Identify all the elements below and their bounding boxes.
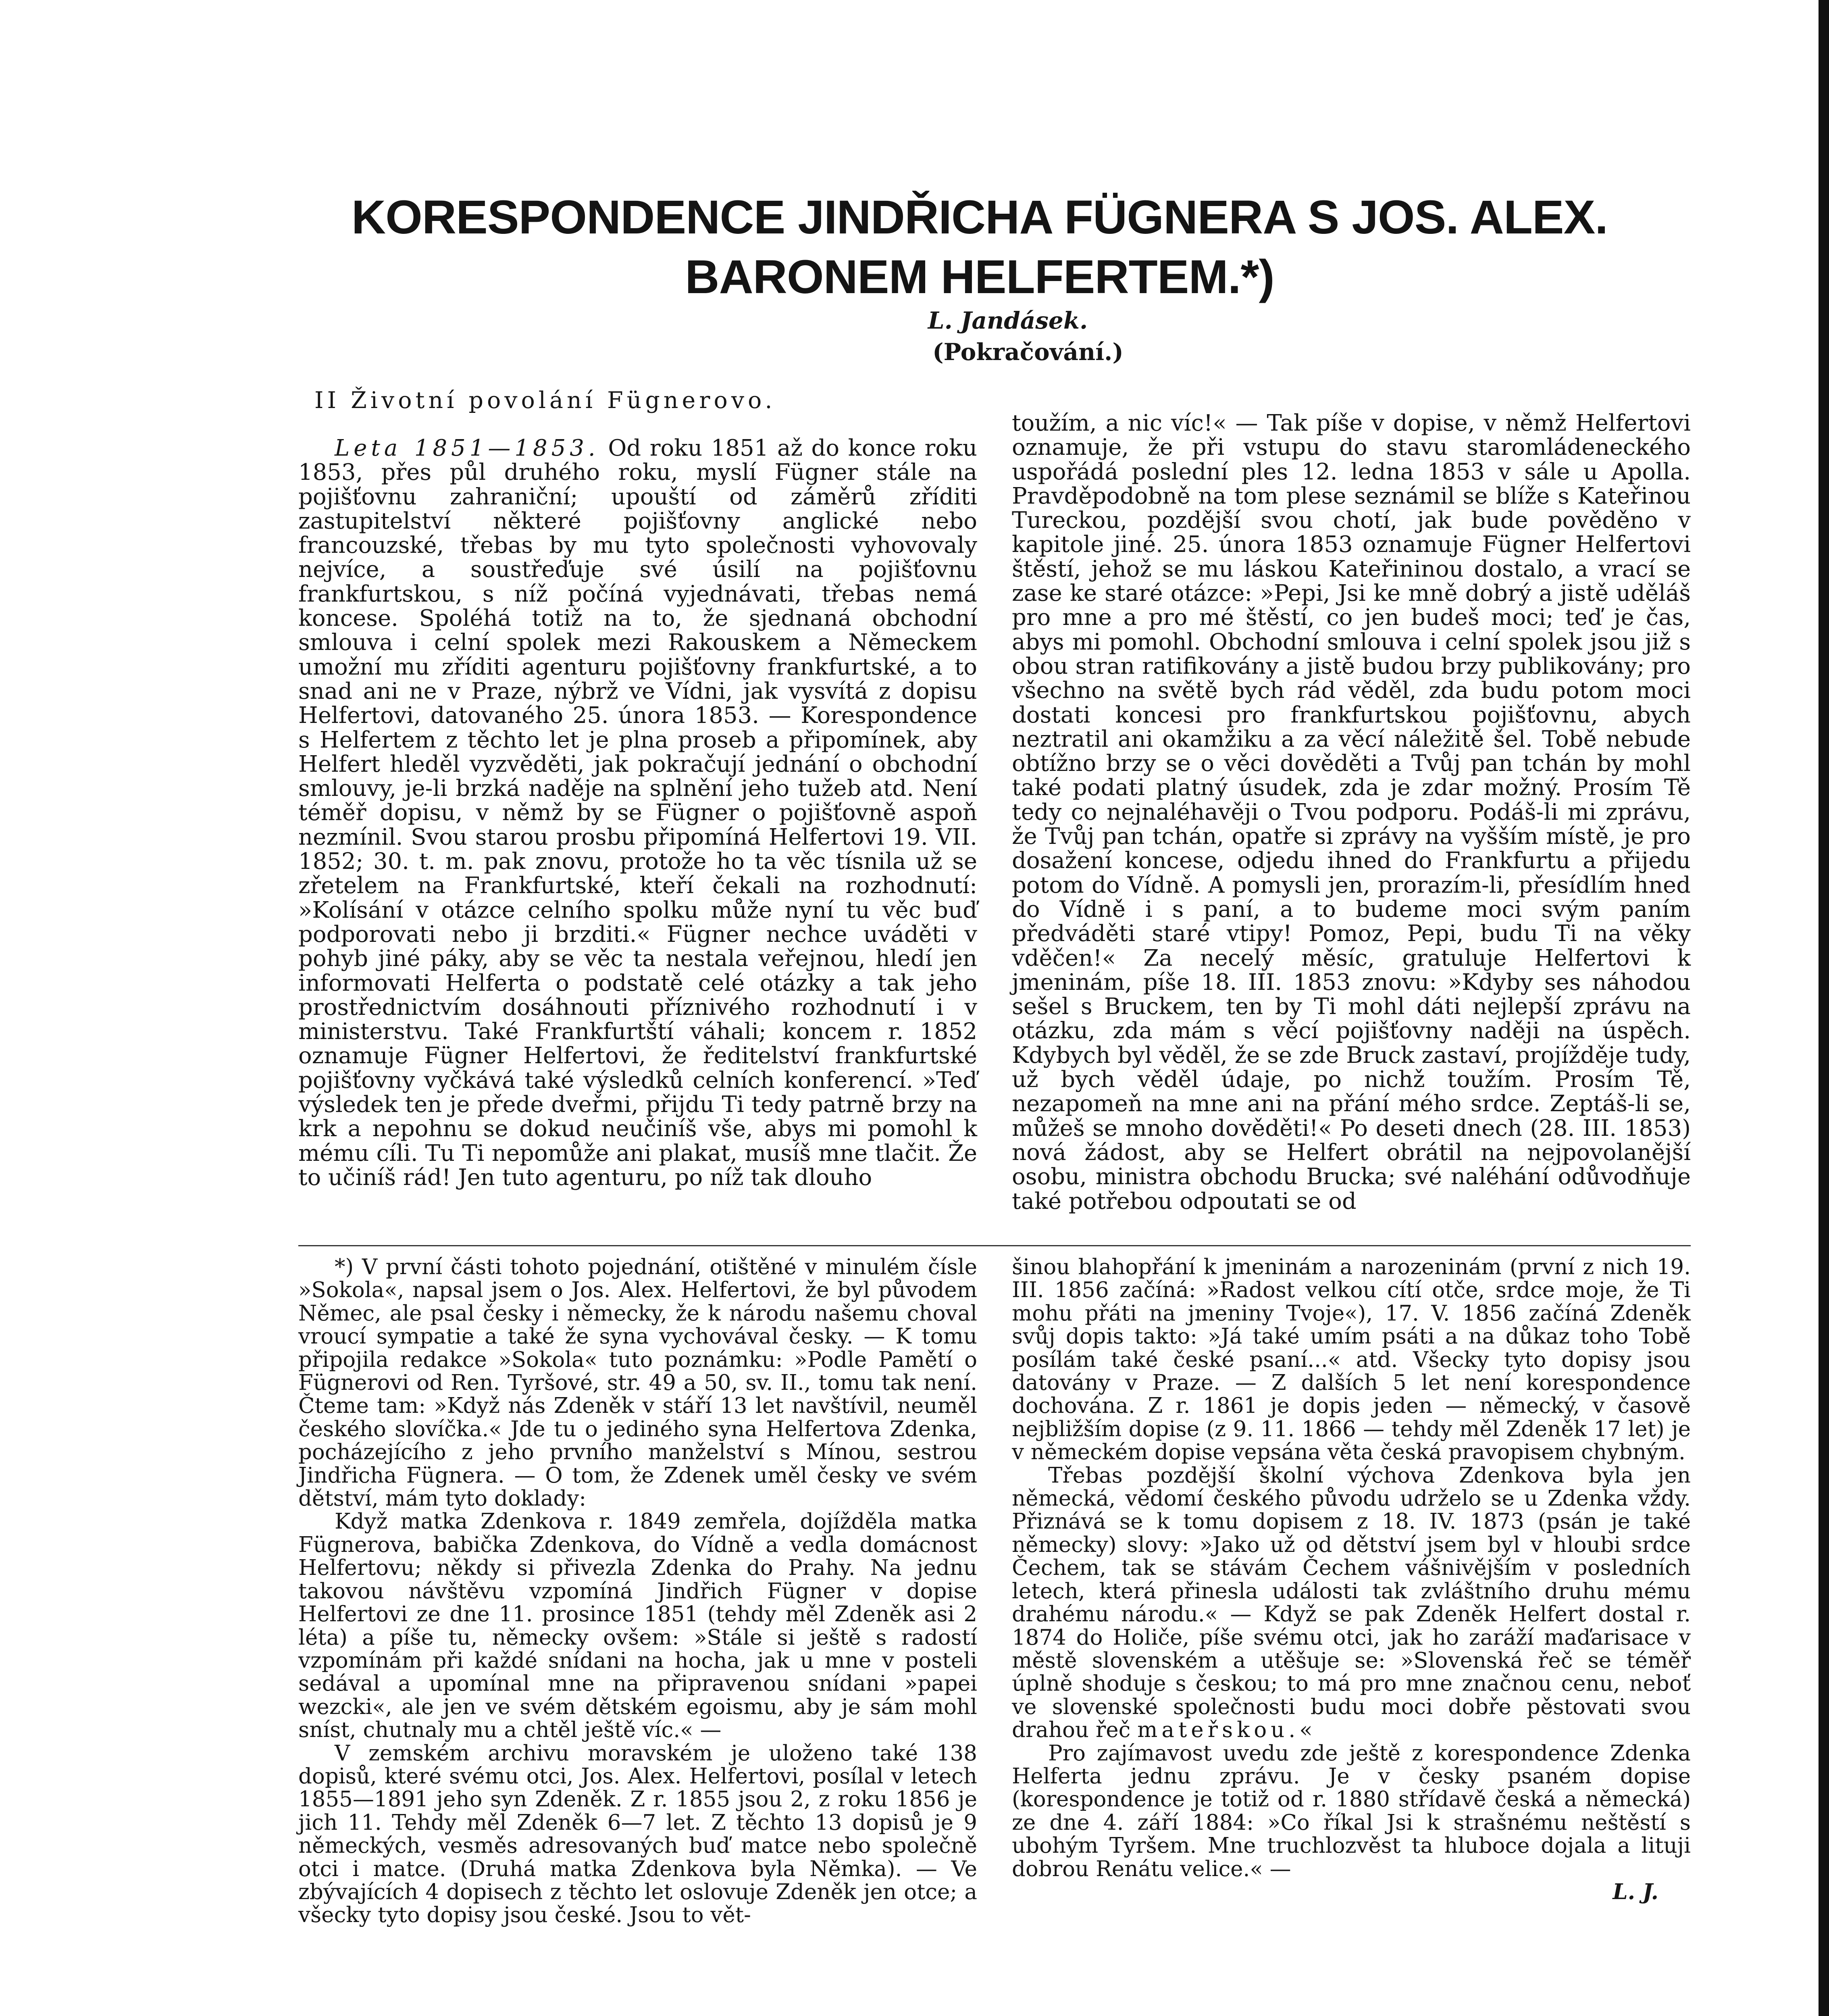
column-top-left xyxy=(298,436,977,1190)
column-bottom-left xyxy=(298,1256,977,1927)
paragraph-text: Od roku 1851 až do konce roku 1853, přes půl druhého roku, myslí Fügner stále na pojišťovnu zahraniční; upouští od záměrů zříditi zastupitelství některé pojišťovny anglické nebo francouzské, třebas by mu tyto společnosti vyhovovaly nejvíce, a soustřeďuje své úsilí na pojišťovnu frankfurtskou, s níž počíná vyjednávati, třebas nemá koncese. Spoléhá totiž na to, že sjednaná obchodní smlouva i celní spolek mezi Rakouskem a Německem umožní mu zříditi agenturu pojišťovny frankfurtské, a to snad ani ne v Praze, nýbrž ve Vídni, jak vysvítá z dopisu Helfertovi, datovaného 25. února 1853. — Korespondence s Helfertem z těchto let je plna proseb a připomínek, aby Helfert hleděl vyzvěděti, jak pokračují jednání o obchodní smlouvy, je-li brzká naděje na splnění jeho tužeb atd. Není téměř dopisu, v němž by se Fügner o pojišťovně aspoň nezmínil. Svou starou prosbu připomíná Helfertovi 19. VII. 1852; 30. t. m. pak znovu, protože ho ta věc tísnila už se zřetelem na Frankfurtské, kteří čekali na rozhodnutí: »Kolísání v otázce celního spolku může nyní tu věc buď podporovati nebo ji brzditi.« Fügner nechce uváděti v pohyb jiné páky, aby se věc ta nestala veřejnou, hledí jen informovati Helferta o podstatě celé otázky a tak jeho prostřednictvím dosáhnouti příznivého rozhodnutí i v ministerstvu. Také Frankfurtští váhali; koncem r. 1852 oznamuje Fügner Helfertovi, že ředitelství frankfurtské pojišťovny vyčkává také výsledků celních konferencí. »Teď výsledek ten je přede dveřmi, přijdu Ti tedy patrně brzy na krk a nepohnu se dokud neučiníš vše, abys mi pomohl k mému cíli. Tu Ti nepomůže ani plakat, musíš mne tlačit. Že to učiníš rád! Jen tuto agenturu, po níž tak dlouho xyxy=(298,435,977,1191)
closing-quote: « xyxy=(1299,1718,1313,1743)
footnote-paragraph: Když matka Zdenkova r. 1849 zemřela, dojížděla matka Fügnerova, babička Zdenkova, do Vídně a vedla domácnost Helfertovu; někdy si přivezla Zdenka do Prahy. Na jednu takovou návštěvu vzpomíná Jindřich Fügner v dopise Helfertovi ze dne 11. prosince 1851 (tehdy měl Zdeněk asi 2 léta) a píše tu, německy ovšem: »Stále si ještě s radostí vzpomínám při každé snídani na hocha, jak u mne v posteli sedával a upomínal mne na připravenou snídani »papei wezcki«, ale jen ve svém dětském egoismu, aby je sám mohl sníst, chutnaly mu a chtěl ještě víc.« — xyxy=(298,1509,977,1743)
signature: L. J. xyxy=(1613,1879,1658,1904)
paragraph: toužím, a nic víc!« — Tak píše v dopise, v němž Helfertovi oznamuje, že při vstupu do stavu staromládeneckého uspořádá poslední ples 12. ledna 1853 v sále u Apolla. Pravděpodobně na tom plese seznámil se blíže s Kateřinou Tureckou, pozdější svou chotí, jak bude pověděno v kapitole jiné. 25. února 1853 oznamuje Fügner Helfertovi štěstí, jehož se mu láskou Kateřininou dostalo, a vrací se zase ke staré otázce: »Pepi, Jsi ke mně dobrý a jistě uděláš pro mne a pro mé štěstí, co jen budeš moci; teď je čas, abys mi pomohl. Obchodní smlouva i celní spolek jsou již s obou stran ratifikovány a jistě budou brzy publikovány; pro všechno na světě bych rád věděl, zda budu potom moci dostati koncesi pro frankfurtskou pojišťovnu, abych neztratil ani okamžiku a za věcí náležitě šel. Tobě nebude obtížno brzy se o věci dověděti a Tvůj pan tchán by mohl také podati platný úsudek, zda je zdar možný. Prosím Tě tedy co nejnaléhavěji o Tvou podporu. Podáš-li mi zprávu, že Tvůj pan tchán, opatře si zprávy na vyšším místě, je pro dosažení koncese, odjedu ihned do Frankfurtu a přijedu potom do Vídně. A pomysli jen, prorazím-li, přesídlím hned do Vídně i s paní, a to budeme moci svým paním předváděti staré vtipy! Pomoz, Pepi, budu Ti na věky vděčen!« Za necelý měsíc, gratuluje Helfertovi k jmeninám, píše 18. III. 1853 znovu: »Kdyby ses náhodou sešel s Bruckem, ten by Ti mohl dáti nejlepší zprávu na otázku, zda mám s věcí pojišťovny naději na úspěch. Kdybych byl věděl, že se zde Bruck zastaví, projížděje tudy, už bych věděl údaje, po nichž toužím. Prosím Tě, nezapomeň na mne ani na přání mého srdce. Zeptáš-li se, můžeš se mnoho dověděti!« Po deseti dnech (28. III. 1853) nová žádost, aby se Helfert obrátil na nejpovolanější osobu, ministra obchodu Brucka; své naléhání odůvodňuje také potřebou odpoutati se od xyxy=(1012,410,1691,1214)
footnote-paragraph: Pro zajímavost uvedu zde ještě z korespondence Zdenka Helferta jednu zprávu. Je v česky psaném dopise (korespondence je totiž od r. 1880 střídavě česká a německá) ze dne 4. září 1884: »Co říkal Jsi k strašnému neštěstí s ubohým Tyršem. Mne truchlozvěst ta hluboce dojala a lituji dobrou Renátu velice.« — xyxy=(1012,1741,1691,1881)
lead-italic: Leta 1851—1853. xyxy=(335,435,599,461)
footnote-paragraph: V zemském archivu moravském je uloženo také 138 dopisů, které svému otci, Jos. Alex. Helfertovi, posílal v letech 1855—1891 jeho syn Zdeněk. Z r. 1855 jsou 2, z roku 1856 je jich 11. Tehdy měl Zdeněk 6—7 let. Z těchto 13 dopisů je 9 německých, vesměs adresovaných buď matce nebo společně otci i matce. (Druhá matka Zdenkova byla Němka). — Ve zbývajících 4 dopisech z těchto let oslovuje Zdeněk jen otce; a všecky tyto dopisy jsou české. Jsou to vět- xyxy=(298,1741,977,1928)
continuation-note: (Pokračování.) xyxy=(932,338,1124,366)
article-title: KORESPONDENCE JINDŘICHA FÜGNERA S JOS. ALEX. BARONEM HELFERTEM.*) xyxy=(351,191,1608,304)
footnote-divider xyxy=(298,1245,1691,1246)
footnote-paragraph: šinou blahopřání k jmeninám a narozeninám (první z nich 19. III. 1856 začíná: »Radost velkou cítí otče, srdce moje, že Ti mohu přáti na jmeniny Tvoje«), 17. V. 1856 začíná Zdeněk svůj dopis takto: »Já také umím psáti a na důkaz toho Tobě posílám také české psaní...« atd. Všecky tyto dopisy jsou datovány v Praze. — Z dalších 5 let není korespondence dochována. Z r. 1861 je dopis jeden — německý, v časově nejbližším dopise (z 9. 11. 1866 — tehdy měl Zdeněk 17 let) je v německém dopise vepsána věta česká pravopisem chybným. xyxy=(1012,1255,1691,1465)
column-bottom-right xyxy=(1012,1256,1691,1904)
column-top-right xyxy=(1012,411,1691,1214)
footnote-paragraph xyxy=(1012,1464,1691,1742)
footnote-paragraph: *) V první části tohoto pojednání, otištěné v minulém čísle »Sokola«, napsal jsem o Jos. Alex. Helfertovi, že byl původem Němec, ale psal česky i německy, že k národu našemu choval vroucí sympatie a také že syna vychovával česky. — K tomu připojila redakce »Sokola« tuto poznámku: »Podle Pamětí o Fügnerovi od Ren. Tyršové, str. 49 a 50, sv. II., tomu tak není. Čteme tam: »Když nás Zdeněk v stáří 13 let navštívil, neuměl českého slovíčka.« Jde tu o jediného syna Helfertova Zdenka, pocházejícího z jeho prvního manželství s Mínou, sestrou Jindřicha Fügnera. — O tom, že Zdenek uměl česky ve svém dětství, mám tyto doklady: xyxy=(298,1255,977,1511)
author-name: L. Jandásek. xyxy=(928,307,1088,334)
paragraph xyxy=(298,436,977,1190)
spaced-word: mateřskou. xyxy=(1137,1718,1300,1743)
paragraph-text: Třebas pozdější školní výchova Zdenkova byla jen německá, vědomí českého původu udrželo se u Zdenka vždy. Přiznává se k tomu dopisem z 18. IV. 1873 (psán je také německy) slovy: »Jako už od dětství jsem byl v hloubi srdce Čechem, tak se stávám Čechem vášnivějším v posledních letech, která přinesla události tak zvláštního druhu mému drahému národu.« — Když se pak Zdeněk Helfert dostal r. 1874 do Holiče, píše svému otci, jak ho zaráží maďarisace v městě slovenském a utěšuje se: »Slovenská řeč se téměř úplně shoduje s českou; to má pro mne značnou cenu, neboť ve slovenské společnosti budu moci dobře pěstovati svou drahou řeč xyxy=(1012,1463,1691,1743)
section-heading: II Životní povolání Fügnerovo. xyxy=(314,387,776,414)
